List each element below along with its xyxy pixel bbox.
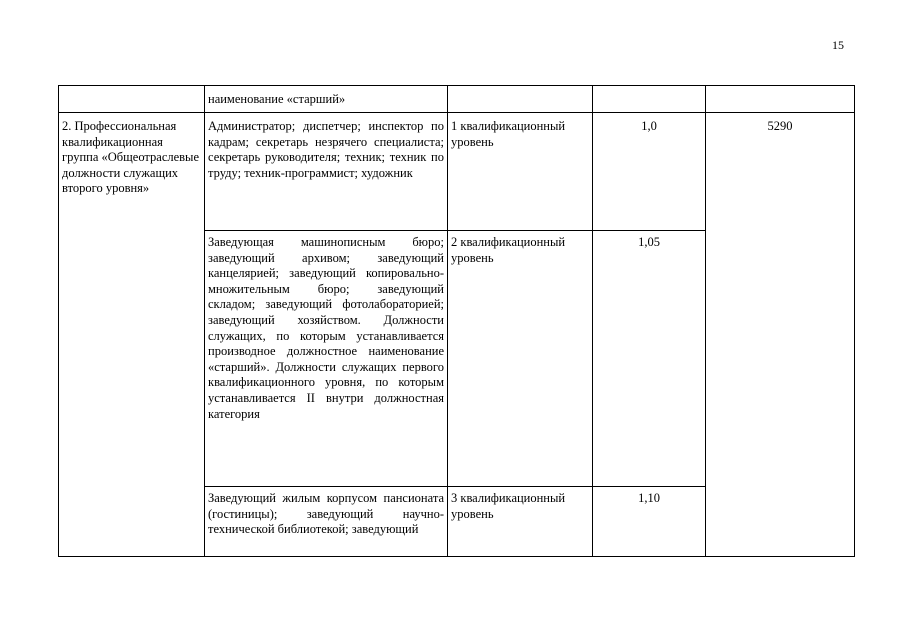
cell-group xyxy=(59,86,205,113)
salary-table xyxy=(58,85,855,557)
cell-positions: наименование «старший» xyxy=(205,86,448,113)
cell-positions: Заведующая машинописным бюро; заведующий архивом; заведующий канцелярией; заведующий копировально-множительным бюро; заведующий складом; заведующий фотолабораторией; заведующий хозяйством. Должности служащих, по которым устанавливается производное должностное наименование «старший». Должности служащих первого квалификационного уровня, по которым устанавливается II внутри должностная категория xyxy=(205,231,448,487)
cell-positions: Администратор; диспетчер; инспектор по кадрам; секретарь незрячего специалиста; секретарь руководителя; техник; техник по труду; техник-программист; художник xyxy=(205,113,448,231)
cell-coefficient: 1,0 xyxy=(593,113,706,231)
cell-group-name: 2. Профессиональная квалификационная группа «Общеотраслевые должности служащих второго уровня» xyxy=(59,113,205,557)
cell-coefficient xyxy=(593,86,706,113)
page-number: 15 xyxy=(832,38,844,52)
table-row xyxy=(59,86,855,113)
cell-salary: 5290 xyxy=(706,113,855,557)
cell-level: 2 квалификационный уровень xyxy=(448,231,593,487)
table-row xyxy=(59,113,855,231)
cell-level xyxy=(448,86,593,113)
cell-positions: Заведующий жилым корпусом пансионата (гостиницы); заведующий научно-технической библиотекой; заведующий xyxy=(205,487,448,557)
cell-coefficient: 1,10 xyxy=(593,487,706,557)
cell-coefficient: 1,05 xyxy=(593,231,706,487)
cell-level: 3 квалификационный уровень xyxy=(448,487,593,557)
cell-level: 1 квалификационный уровень xyxy=(448,113,593,231)
cell-salary xyxy=(706,86,855,113)
